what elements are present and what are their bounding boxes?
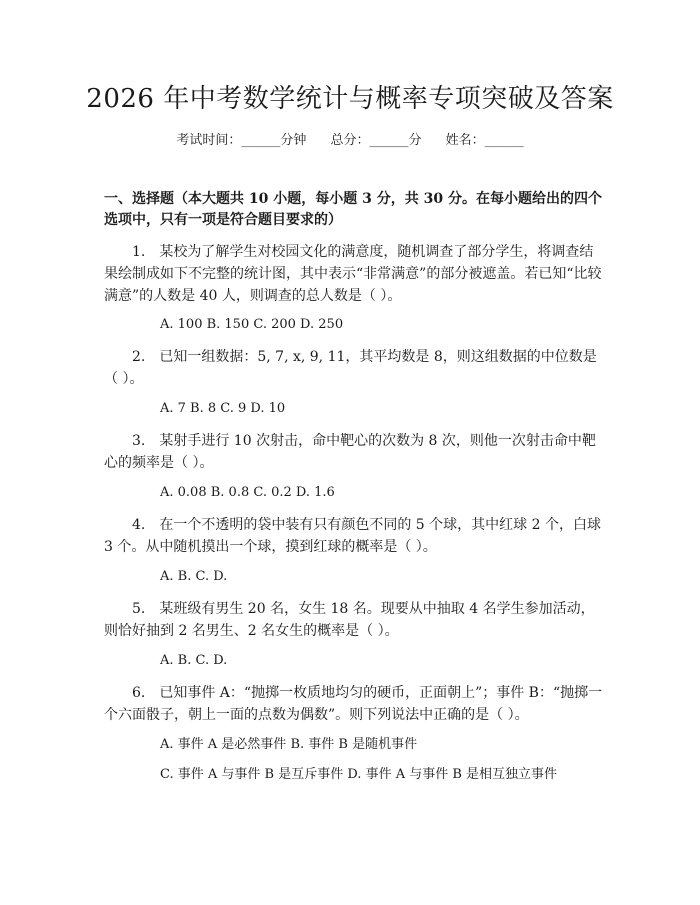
question-4: 4. 在一个不透明的袋中装有只有颜色不同的 5 个球，其中红球 2 个，白球 3 个。从中随机摸出一个球，摸到红球的概率是（ ）。 bbox=[104, 517, 601, 555]
question-2: 2. 已知一组数据：5, 7, x, 9, 11，其平均数是 8，则这组数据的中位数是（ ）。 bbox=[104, 349, 597, 387]
question-6: 6. 已知事件 A：“抛掷一枚质地均匀的硬币，正面朝上”；事件 B：“抛掷一个六面骰子，朝上一面的点数为偶数”。则下列说法中正确的是（ ）。 bbox=[104, 685, 603, 723]
question-3-options: A. 0.08 B. 0.8 C. 0.2 D. 1.6 bbox=[160, 485, 335, 500]
exam-info bbox=[0, 131, 700, 151]
total-score: 总分：______分 bbox=[330, 133, 422, 148]
question-6-options-cd: C. 事件 A 与事件 B 是互斥事件 D. 事件 A 与事件 B 是相互独立事件 bbox=[160, 767, 558, 782]
question-1: 1. 某校为了解学生对校园文化的满意度，随机调查了部分学生，将调查结果绘制成如下不完整的统计图，其中表示“非常满意”的部分被遮盖。若已知“比较满意”的人数是 40 人，则调查的总人数是（ ）。 bbox=[104, 244, 602, 304]
question-5: 5. 某班级有男生 20 名，女生 18 名。现要从中抽取 4 名学生参加活动，则恰好抽到 2 名男生、2 名女生的概率是（ ）。 bbox=[104, 601, 595, 639]
question-2-options: A. 7 B. 8 C. 9 D. 10 bbox=[160, 401, 286, 416]
question-4-options: A. B. C. D. bbox=[160, 569, 228, 584]
document-title: 2026 年中考数学统计与概率专项突破及答案 bbox=[86, 84, 614, 114]
question-1-options: A. 100 B. 150 C. 200 D. 250 bbox=[160, 317, 344, 332]
question-6-options-ab: A. 事件 A 是必然事件 B. 事件 B 是随机事件 bbox=[160, 737, 418, 752]
question-5-options: A. B. C. D. bbox=[160, 653, 228, 668]
section-heading: 一、选择题（本大题共 10 小题，每小题 3 分，共 30 分。在每小题给出的四个选项中，只有一项是符合题目要求的） bbox=[104, 191, 602, 228]
question-3: 3. 某射手进行 10 次射击，命中靶心的次数为 8 次，则他一次射击命中靶心的频率是（ ）。 bbox=[104, 433, 596, 471]
exam-time: 考试时间：______分钟 bbox=[176, 133, 307, 148]
student-name: 姓名：______ bbox=[445, 133, 524, 148]
